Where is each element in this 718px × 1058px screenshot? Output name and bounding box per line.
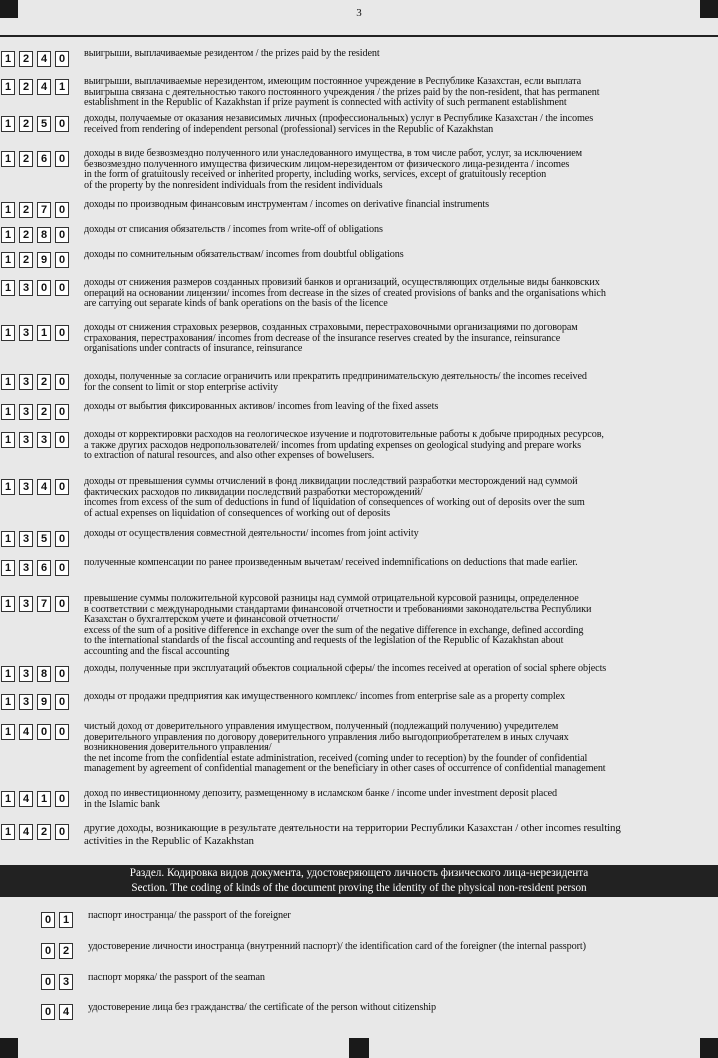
code-digit-box: 2 bbox=[19, 202, 33, 218]
code-boxes bbox=[1, 479, 73, 495]
code-digit-box: 1 bbox=[37, 791, 51, 807]
code-digit-box: 4 bbox=[37, 51, 51, 67]
code-digit-box: 1 bbox=[37, 325, 51, 341]
corner-mark-bottom-center bbox=[349, 1038, 369, 1058]
code-digit-box: 3 bbox=[19, 479, 33, 495]
code-digit-box: 1 bbox=[1, 116, 15, 132]
code-digit-box: 3 bbox=[19, 325, 33, 341]
code-boxes bbox=[1, 51, 73, 67]
income-code-description: доходы по производным финансовым инструментам / incomes on derivative financial instruments bbox=[84, 199, 490, 210]
code-digit-box: 0 bbox=[55, 479, 69, 495]
code-digit-box: 1 bbox=[1, 666, 15, 682]
code-digit-box: 2 bbox=[19, 116, 33, 132]
code-digit-box: 6 bbox=[37, 151, 51, 167]
code-digit-box: 5 bbox=[37, 531, 51, 547]
code-digit-box: 1 bbox=[1, 151, 15, 167]
code-digit-box: 0 bbox=[55, 531, 69, 547]
code-digit-box: 3 bbox=[19, 404, 33, 420]
code-digit-box: 0 bbox=[55, 666, 69, 682]
code-digit-box: 1 bbox=[1, 694, 15, 710]
code-boxes bbox=[1, 694, 73, 710]
income-code-description: доходы от осуществления совместной деятельности/ incomes from joint activity bbox=[84, 528, 419, 539]
income-code-description: доходы от снижения страховых резервов, созданных страховыми, перестраховочными организациями по договорам страхования, перестрахования/ incomes from decrease of the insurance reserves created by the insurance, reinsurance organisations under contracts of insurance, reinsurance bbox=[84, 322, 578, 355]
code-digit-box: 0 bbox=[55, 227, 69, 243]
code-digit-box: 1 bbox=[1, 202, 15, 218]
code-boxes bbox=[1, 596, 73, 612]
code-digit-box: 8 bbox=[37, 227, 51, 243]
code-digit-box: 2 bbox=[37, 404, 51, 420]
code-digit-box: 1 bbox=[1, 404, 15, 420]
income-code-description: доходы по сомнительным обязательствам/ incomes from doubtful obligations bbox=[84, 249, 404, 260]
code-digit-box: 0 bbox=[55, 51, 69, 67]
code-digit-box: 1 bbox=[1, 374, 15, 390]
code-boxes bbox=[1, 560, 73, 576]
page-number: 3 bbox=[356, 7, 362, 19]
code-digit-box: 0 bbox=[55, 280, 69, 296]
code-digit-box: 3 bbox=[19, 531, 33, 547]
code-digit-box: 0 bbox=[55, 596, 69, 612]
code-digit-box: 1 bbox=[1, 531, 15, 547]
code-digit-box: 0 bbox=[55, 151, 69, 167]
code-digit-box: 3 bbox=[19, 596, 33, 612]
code-digit-box: 2 bbox=[59, 943, 73, 959]
code-digit-box: 0 bbox=[55, 202, 69, 218]
code-digit-box: 0 bbox=[37, 280, 51, 296]
code-boxes bbox=[1, 116, 73, 132]
document-code-description: удостоверение лица без гражданства/ the certificate of the person without citizenship bbox=[88, 1002, 436, 1013]
income-code-description: выигрыши, выплачиваемые резидентом / the prizes paid by the resident bbox=[84, 48, 380, 59]
income-code-description: другие доходы, возникающие в результате деятельности на территории Республики Казахстан / other incomes resulting activities in the Republic of Kazakhstan bbox=[84, 822, 621, 847]
income-code-description: доходы от списания обязательств / incomes from write-off of obligations bbox=[84, 224, 383, 235]
corner-mark-bottom-left bbox=[0, 1038, 18, 1058]
code-boxes bbox=[1, 227, 73, 243]
code-digit-box: 0 bbox=[37, 724, 51, 740]
code-boxes bbox=[1, 79, 73, 95]
code-digit-box: 0 bbox=[41, 974, 55, 990]
code-boxes bbox=[1, 404, 73, 420]
code-digit-box: 3 bbox=[19, 666, 33, 682]
code-digit-box: 4 bbox=[59, 1004, 73, 1020]
code-boxes bbox=[41, 974, 77, 990]
code-digit-box: 3 bbox=[19, 280, 33, 296]
code-boxes bbox=[41, 943, 77, 959]
code-digit-box: 1 bbox=[1, 51, 15, 67]
code-digit-box: 5 bbox=[37, 116, 51, 132]
code-digit-box: 1 bbox=[1, 325, 15, 341]
code-digit-box: 2 bbox=[19, 151, 33, 167]
code-digit-box: 0 bbox=[55, 432, 69, 448]
code-digit-box: 2 bbox=[37, 824, 51, 840]
code-digit-box: 0 bbox=[41, 943, 55, 959]
income-code-description: доходы, полученные за согласие ограничить или прекратить предпринимательскую деятельность/ the incomes received for the consent to limit or stop enterprise activity bbox=[84, 371, 587, 393]
code-digit-box: 0 bbox=[55, 374, 69, 390]
code-boxes bbox=[1, 280, 73, 296]
code-boxes bbox=[1, 791, 73, 807]
code-digit-box: 0 bbox=[55, 404, 69, 420]
code-boxes bbox=[1, 824, 73, 840]
code-digit-box: 9 bbox=[37, 252, 51, 268]
code-digit-box: 3 bbox=[19, 694, 33, 710]
income-code-description: превышение суммы положительной курсовой разницы над суммой отрицательной курсовой разницы, определенное в соответствии с международными стандартами финансовой отчетности и требованиями законодательства Республики Казахстан о бухгалтерском учете и финансовой отчетности/ excess of the sum of a positive difference in exchange over the sum of the negative difference in exchange, defined according to the international standards of the fiscal accounting and requests of the legislation of the Republic of Kazakhstan about accounting and the fiscal accounting bbox=[84, 593, 592, 657]
code-digit-box: 1 bbox=[1, 791, 15, 807]
code-digit-box: 3 bbox=[19, 560, 33, 576]
code-digit-box: 1 bbox=[1, 479, 15, 495]
code-digit-box: 1 bbox=[1, 79, 15, 95]
code-digit-box: 2 bbox=[19, 51, 33, 67]
section-header bbox=[0, 865, 718, 897]
code-boxes bbox=[1, 325, 73, 341]
document-code-description: паспорт иностранца/ the passport of the foreigner bbox=[88, 910, 291, 921]
code-digit-box: 0 bbox=[55, 325, 69, 341]
code-digit-box: 3 bbox=[59, 974, 73, 990]
top-divider bbox=[0, 35, 718, 37]
document-code-description: паспорт моряка/ the passport of the seaman bbox=[88, 972, 265, 983]
section-title-ru: Раздел. Кодировка видов документа, удостоверяющего личность физического лица-нерезидента bbox=[129, 867, 589, 879]
income-code-description: доходы от снижения размеров созданных провизий банков и организаций, осуществляющих отдельные виды банковских операций на основании лицензии/ incomes from decrease in the sizes of created provisions of banks and the organisations which are carrying out separate kinds of bank operations on the basis of the licence bbox=[84, 277, 606, 310]
income-code-description: доходы, получаемые от оказания независимых личных (профессиональных) услуг в Республике Казахстан / the incomes received from rendering of independent personal (professional) services in the Republic of Kazakhstan bbox=[84, 113, 594, 135]
code-digit-box: 1 bbox=[1, 227, 15, 243]
code-digit-box: 9 bbox=[37, 694, 51, 710]
code-digit-box: 4 bbox=[19, 724, 33, 740]
code-digit-box: 0 bbox=[55, 724, 69, 740]
code-boxes bbox=[1, 374, 73, 390]
code-digit-box: 8 bbox=[37, 666, 51, 682]
code-boxes bbox=[1, 531, 73, 547]
code-digit-box: 7 bbox=[37, 202, 51, 218]
income-code-description: доходы, полученные при эксплуатаций объектов социальной сферы/ the incomes received at operation of social sphere objects bbox=[84, 663, 607, 674]
income-code-description: полученные компенсации по ранее произведенным вычетам/ received indemnifications on deductions that made earlier. bbox=[84, 557, 578, 568]
income-code-description: выигрыши, выплачиваемые нерезидентом, имеющим постоянное учреждение в Республике Казахстан, если выплата выигрыша связана с деятельностью такого постоянного учреждения / the prizes paid by the non-resident, that has permanent establishment in the Republic of Kazakhstan if prize payment is connected with activity of such permanent establishment bbox=[84, 76, 600, 109]
income-code-description: доходы от продажи предприятия как имущественного комплекс/ incomes from enterprise sale as a property complex bbox=[84, 691, 566, 702]
code-digit-box: 3 bbox=[19, 432, 33, 448]
document-code-description: удостоверение личности иностранца (внутренний паспорт)/ the identification card of the foreigner (the internal passport) bbox=[88, 941, 586, 952]
code-digit-box: 7 bbox=[37, 596, 51, 612]
code-digit-box: 1 bbox=[55, 79, 69, 95]
section-title-en: Section. The coding of kinds of the document proving the identity of the physical non-resident person bbox=[131, 882, 587, 894]
code-digit-box: 0 bbox=[55, 560, 69, 576]
code-digit-box: 3 bbox=[37, 432, 51, 448]
code-digit-box: 4 bbox=[19, 791, 33, 807]
code-boxes bbox=[1, 666, 73, 682]
code-digit-box: 2 bbox=[19, 227, 33, 243]
income-code-description: доходы от превышения суммы отчислений в фонд ликвидации последствий разработки месторождений над суммой фактических расходов по ликвидации последствий разработки месторождений/ incomes from excess of the sum of deductions in fund of liquidation of consequences of working out of deposits over the sum of actual expenses on liquidation of consequences of working out of deposits bbox=[84, 476, 585, 519]
code-digit-box: 0 bbox=[55, 791, 69, 807]
code-boxes bbox=[41, 912, 77, 928]
income-code-description: доходы от выбытия фиксированных активов/ incomes from leaving of the fixed assets bbox=[84, 401, 439, 412]
corner-mark-bottom-right bbox=[700, 1038, 718, 1058]
income-code-description: доходы в виде безвозмездно полученного или унаследованного имущества, в том числе работ, услуг, за исключением безвозмездно полученного имущества физическим лицом-нерезидентом от физического лица-резидента / incomes in the form of gratuitously received or inherited property, including works, services, except of gratuitously reception of the property by the nonresident individuals from the resident individuals bbox=[84, 148, 583, 191]
code-boxes bbox=[1, 432, 73, 448]
code-digit-box: 6 bbox=[37, 560, 51, 576]
code-digit-box: 1 bbox=[1, 432, 15, 448]
code-digit-box: 3 bbox=[19, 374, 33, 390]
code-digit-box: 4 bbox=[37, 479, 51, 495]
code-digit-box: 2 bbox=[19, 252, 33, 268]
code-digit-box: 1 bbox=[1, 724, 15, 740]
code-digit-box: 4 bbox=[19, 824, 33, 840]
code-digit-box: 2 bbox=[19, 79, 33, 95]
code-digit-box: 1 bbox=[1, 280, 15, 296]
code-digit-box: 1 bbox=[1, 596, 15, 612]
code-boxes bbox=[1, 252, 73, 268]
code-boxes bbox=[1, 724, 73, 740]
code-digit-box: 4 bbox=[37, 79, 51, 95]
income-code-description: чистый доход от доверительного управления имуществом, полученный (подлежащий получению) учредителем доверительного управления по договору доверительного управления либо выгодоприобретателем в иных случаях возникновения доверительного управления/ the net income from the confidential estate administration, received (coming under to reception) by the founder of confidential management by agreement of confidential management or the beneficiary in other cases of occurrence of confidential management bbox=[84, 721, 606, 775]
code-digit-box: 1 bbox=[59, 912, 73, 928]
code-digit-box: 0 bbox=[55, 252, 69, 268]
code-boxes bbox=[1, 151, 73, 167]
code-digit-box: 2 bbox=[37, 374, 51, 390]
code-digit-box: 1 bbox=[1, 252, 15, 268]
code-digit-box: 0 bbox=[55, 694, 69, 710]
code-digit-box: 1 bbox=[1, 824, 15, 840]
income-code-description: доходы от корректировки расходов на геологическое изучение и подготовительные работы к добыче природных ресурсов, а также других расходов недропользователей/ incomes from updating expenses on geological studying and prepare works to extraction of natural resources, and also other expenses of bowelusers. bbox=[84, 429, 604, 462]
code-digit-box: 0 bbox=[55, 824, 69, 840]
code-digit-box: 0 bbox=[41, 912, 55, 928]
code-boxes bbox=[1, 202, 73, 218]
code-digit-box: 1 bbox=[1, 560, 15, 576]
income-code-description: доход по инвестиционному депозиту, размещенному в исламском банке / income under investment deposit placed in the Islamic bank bbox=[84, 788, 558, 810]
code-digit-box: 0 bbox=[41, 1004, 55, 1020]
code-digit-box: 0 bbox=[55, 116, 69, 132]
code-boxes bbox=[41, 1004, 77, 1020]
